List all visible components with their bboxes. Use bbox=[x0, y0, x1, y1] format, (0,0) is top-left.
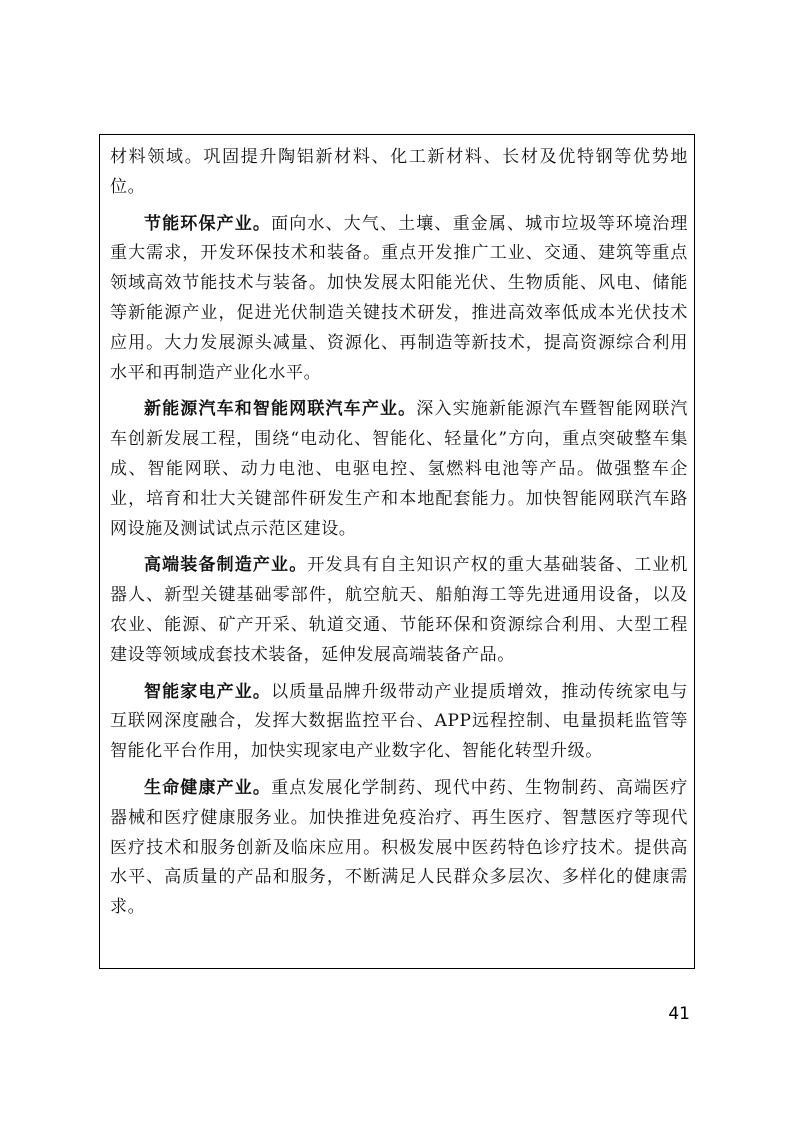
section-life-health bbox=[110, 774, 688, 923]
section-body: 以质量品牌升级带动产业提质增效，推动传统家电与互联网深度融合，发挥大数据监控平台、APP远程控制、电量损耗监管等智能化平台作用，加快实现家电产业数字化、智能化转型升级。 bbox=[110, 681, 688, 762]
section-heading: 高端装备制造产业。 bbox=[144, 555, 308, 576]
section-body: 开发具有自主知识产权的重大基础装备、工业机器人、新型关键基础零部件，航空航天、船舶海工等先进通用设备，以及农业、能源、矿产开采、轨道交通、节能环保和资源综合利用、大型工程建设等领域成套技术装备，延伸发展高端装备产品。 bbox=[110, 555, 688, 665]
section-heading: 新能源汽车和智能网联汽车产业。 bbox=[144, 399, 417, 420]
section-body: 深入实施新能源汽车暨智能网联汽车创新发展工程，围绕“电动化、智能化、轻量化”方向，重点突破整车集成、智能网联、动力电池、电驱电控、氢燃料电池等产品。做强整车企业，培育和壮大关键部件研发生产和本地配套能力。加快智能网联汽车路网设施及测试试点示范区建设。 bbox=[110, 399, 689, 539]
text-box bbox=[99, 134, 695, 969]
section-smart-appliances bbox=[110, 678, 688, 767]
section-high-end-equipment bbox=[110, 551, 688, 670]
section-heading: 生命健康产业。 bbox=[144, 777, 272, 798]
document-body bbox=[110, 143, 688, 923]
section-new-energy-vehicles bbox=[110, 395, 688, 544]
section-body: 重点发展化学制药、现代中药、生物制药、高端医疗器械和医疗健康服务业。加快推进免疫治疗、再生医疗、智慧医疗等现代医疗技术和服务创新及临床应用。积极发展中医药特色诊疗技术。提供高水平、高质量的产品和服务，不断满足人民群众多层次、多样化的健康需求。 bbox=[110, 777, 688, 918]
section-energy-saving bbox=[110, 210, 688, 389]
section-heading: 智能家电产业。 bbox=[144, 681, 272, 702]
section-body: 面向水、大气、土壤、重金属、城市垃圾等环境治理重大需求，开发环保技术和装备。重点开发推广工业、交通、建筑等重点领域高效节能技术与装备。加快发展太阳能光伏、生物质能、风电、储能等新能源产业，促进光伏制造关键技术研发，推进高效率低成本光伏技术应用。大力发展源头减量、资源化、再制造等新技术，提高资源综合利用水平和再制造产业化水平。 bbox=[110, 213, 688, 383]
section-heading: 节能环保产业。 bbox=[144, 213, 272, 234]
intro-paragraph: 材料领域。巩固提升陶铝新材料、化工新材料、长材及优特钢等优势地位。 bbox=[110, 147, 688, 197]
page-number: 41 bbox=[668, 1004, 690, 1024]
